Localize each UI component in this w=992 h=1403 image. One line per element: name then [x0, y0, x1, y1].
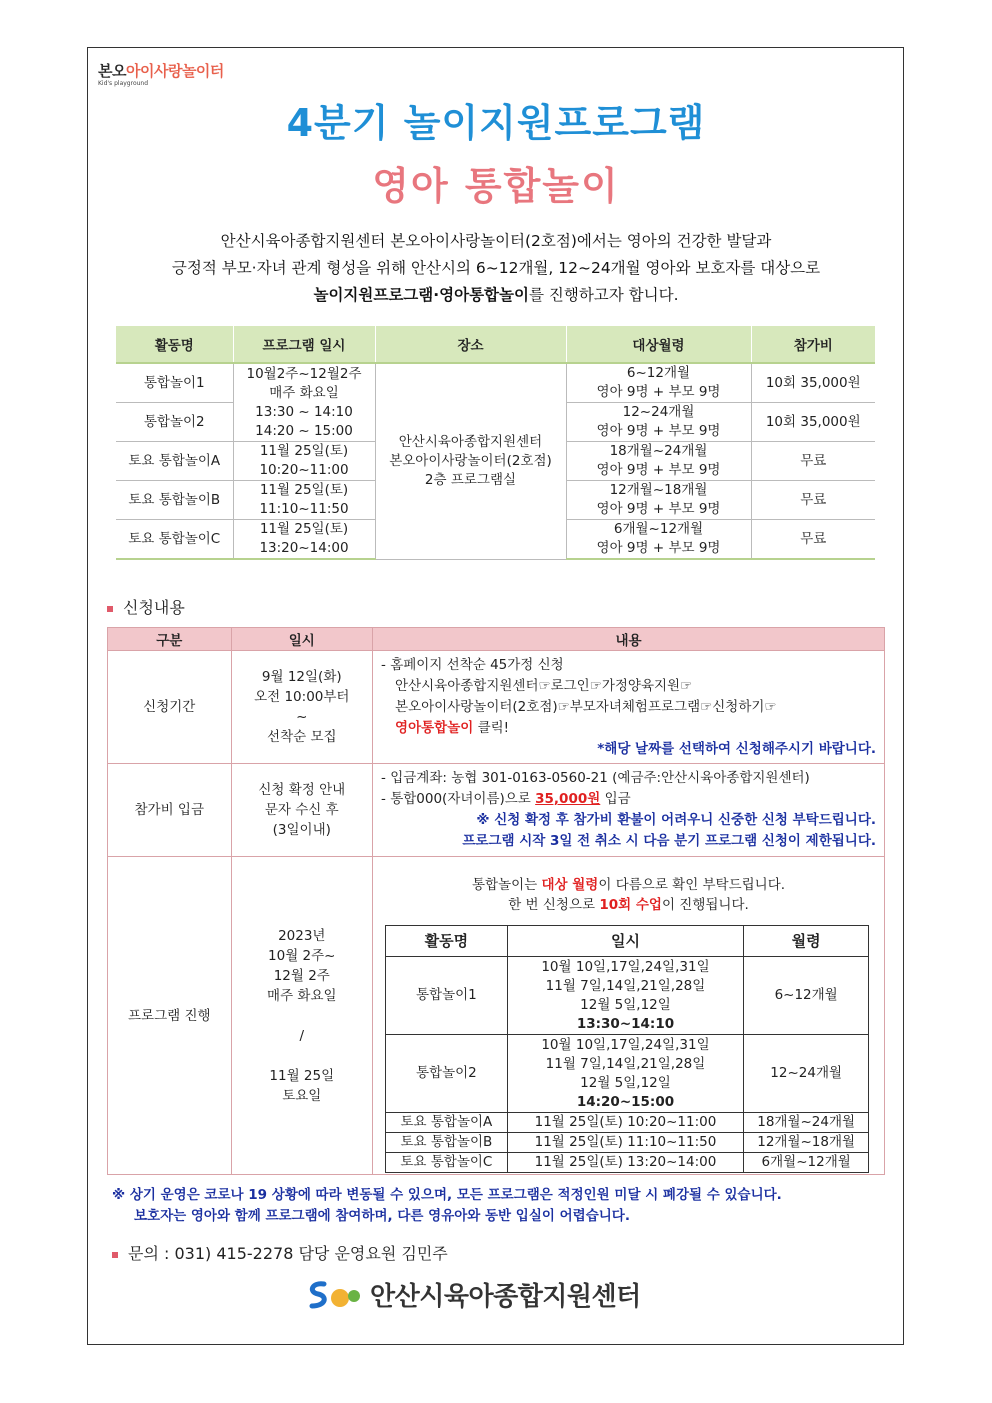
- age-capacity: 영아 9명 + 부모 9명: [596, 540, 721, 556]
- click-text: 클릭!: [473, 719, 510, 736]
- schedule-date: 11월 25일(토): [259, 482, 349, 498]
- center-logo-icon: [304, 1278, 362, 1312]
- msg-text: 한 번 신청으로: [508, 897, 600, 913]
- schedule-time: 13:20~14:00: [259, 540, 349, 556]
- session-time: 13:30~14:10: [576, 1015, 675, 1032]
- bullet-icon: [112, 1252, 118, 1258]
- session-age: 12~24개월: [744, 1035, 869, 1113]
- target-age: [566, 363, 751, 403]
- center-logo: [304, 1276, 641, 1313]
- fee: 무료: [751, 481, 875, 520]
- table-row: [386, 1113, 869, 1133]
- contact-info: [112, 1241, 448, 1264]
- weekday-schedule: [233, 363, 375, 442]
- period-note: *해당 날짜를 선택하여 신청해주시기 바랍니다.: [597, 740, 876, 757]
- date-line: 매주 화요일: [267, 987, 337, 1004]
- date-line: 문자 수신 후: [264, 802, 339, 818]
- schedule-line: 14:20 ~ 15:00: [255, 422, 353, 439]
- activity-name: 토요 통합놀이A: [116, 442, 233, 481]
- header-activity: 활동명: [116, 326, 233, 363]
- program-highlight: 영아통합놀이: [395, 719, 474, 736]
- category-label: 신청기간: [108, 651, 232, 764]
- fee: 10회 35,000원: [751, 363, 875, 403]
- date-line: (3일이내): [272, 822, 331, 838]
- session-age: 12개월~18개월: [744, 1133, 869, 1153]
- schedule-date: 11월 25일(토): [259, 443, 349, 459]
- session-activity: 토요 통합놀이C: [386, 1153, 508, 1173]
- bullet-icon: [107, 606, 113, 612]
- center-name: 안산시육아종합지원센터: [370, 1282, 641, 1312]
- session-dates: 11월 25일(토) 10:20~11:00: [507, 1113, 744, 1133]
- session-table: [385, 925, 869, 1173]
- age-range: 12개월~18개월: [609, 482, 708, 498]
- session-header-date: 일시: [507, 926, 744, 957]
- progress-content: [373, 857, 885, 1175]
- session-activity: 통합놀이1: [386, 957, 508, 1035]
- target-age: [566, 520, 751, 560]
- refund-note: ※ 신청 확정 후 참가비 환불이 어려우니 신중한 신청 부탁드립니다.: [476, 812, 876, 828]
- content-line: [381, 718, 884, 739]
- cancel-note: 프로그램 시작 3일 전 취소 시 다음 분기 프로그램 신청이 제한됩니다.: [462, 833, 876, 849]
- date-line: 12월 2주: [273, 967, 330, 984]
- intro-line-2: 긍정적 부모·자녀 관계 형성을 위해 안산시의 6~12개월, 12~24개월 영아와 보호자를 대상으로: [171, 259, 821, 277]
- program-place: [375, 363, 566, 559]
- header-content: 내용: [373, 628, 885, 651]
- place-line: 2층 프로그램실: [424, 471, 517, 488]
- intro-program-name: 놀이지원프로그램·영아통합놀이: [313, 286, 529, 304]
- session-age: 6개월~12개월: [744, 1153, 869, 1173]
- msg-highlight: 10회 수업: [599, 897, 662, 913]
- intro-line-3: [100, 282, 892, 309]
- section-title-text: 신청내용: [123, 598, 185, 617]
- application-table-header: [108, 628, 885, 651]
- deposit-amount: 35,000원: [535, 791, 601, 807]
- msg-highlight: 대상 월령: [541, 877, 599, 893]
- session-date-line: 11월 7일,14일,21일,28일: [545, 1055, 706, 1072]
- deposit-info: [381, 789, 884, 810]
- age-range: 6~12개월: [626, 365, 691, 381]
- date-line: /: [299, 1027, 305, 1044]
- session-header-age: 월령: [744, 926, 869, 957]
- intro-text: [100, 228, 892, 309]
- msg-text: 통합놀이는: [471, 877, 542, 893]
- intro-line-3-rest: 를 진행하고자 합니다.: [528, 286, 679, 304]
- category-label: 참가비 입금: [108, 764, 232, 857]
- schedule-time: 10:20~11:00: [259, 462, 349, 478]
- page-title: 4분기 놀이지원프로그램: [286, 101, 706, 145]
- table-row: [386, 1133, 869, 1153]
- payment-date: [231, 764, 373, 857]
- logo-brand-1: 본오: [98, 62, 126, 80]
- target-age: [566, 403, 751, 442]
- application-table: [107, 627, 885, 1175]
- date-spacer: [232, 1046, 373, 1066]
- schedule-line: 매주 화요일: [269, 384, 339, 401]
- contact-text: 문의 : 031) 415-2278 담당 운영요원 김민주: [128, 1244, 448, 1263]
- session-date-line: 12월 5일,12일: [580, 996, 671, 1013]
- program-table-header: [116, 326, 875, 363]
- session-activity: 토요 통합놀이B: [386, 1133, 508, 1153]
- date-line: 9월 12일(화): [261, 669, 342, 685]
- age-capacity: 영아 9명 + 부모 9명: [596, 501, 721, 517]
- session-date-line: 10월 10일,17일,24일,31일: [541, 1036, 710, 1053]
- saturday-schedule: [233, 481, 375, 520]
- age-capacity: 영아 9명 + 부모 9명: [596, 462, 721, 478]
- fee: 무료: [751, 442, 875, 481]
- program-table: [116, 326, 875, 560]
- age-range: 12~24개월: [622, 404, 695, 420]
- place-line: 안산시육아종합지원센터: [398, 433, 543, 450]
- table-row: [386, 957, 869, 1035]
- table-row: [386, 1035, 869, 1113]
- session-activity: 통합놀이2: [386, 1035, 508, 1113]
- schedule-line: 13:30 ~ 14:10: [255, 403, 353, 420]
- header-fee: 참가비: [751, 326, 875, 363]
- session-date-line: 12월 5일,12일: [580, 1074, 671, 1091]
- category-label: 프로그램 진행: [108, 857, 232, 1175]
- intro-line-1: 안산시육아종합지원센터 본오아이사랑놀이터(2호점)에서는 영아의 건강한 발달과: [220, 232, 772, 250]
- schedule-line: 10월2주~12월2주: [246, 365, 362, 382]
- content-line: 본오아이사랑놀이터(2호점)☞부모자녀체험프로그램☞신청하기☞: [395, 698, 777, 715]
- date-line: 선착순 모집: [267, 729, 337, 745]
- age-capacity: 영아 9명 + 부모 9명: [596, 423, 721, 439]
- session-date-line: 11월 7일,14일,21일,28일: [545, 977, 706, 994]
- activity-name: 토요 통합놀이B: [116, 481, 233, 520]
- footnote: [112, 1185, 782, 1227]
- session-header: [386, 926, 869, 957]
- header-age: 대상월령: [566, 326, 751, 363]
- payment-content: [373, 764, 885, 857]
- saturday-schedule: [233, 520, 375, 560]
- deposit-suffix: 입금: [600, 791, 631, 807]
- fee: 무료: [751, 520, 875, 560]
- date-line: 토요일: [282, 1087, 322, 1104]
- session-dates: [507, 957, 744, 1035]
- progress-message-2: [373, 895, 884, 915]
- activity-name: 통합놀이2: [116, 403, 233, 442]
- age-range: 6개월~12개월: [613, 521, 704, 537]
- schedule-time: 11:10~11:50: [259, 501, 349, 517]
- logo-subtitle: Kid's playground: [98, 80, 149, 87]
- target-age: [566, 442, 751, 481]
- msg-text: 이 다름으로 확인 부탁드립니다.: [598, 877, 786, 893]
- table-row: [108, 857, 885, 1175]
- session-age: 18개월~24개월: [744, 1113, 869, 1133]
- date-spacer: [232, 1006, 373, 1026]
- footnote-line-2: 보호자는 영아와 함께 프로그램에 참여하며, 다른 영유아와 동반 입실이 어렵습니다.: [134, 1208, 630, 1224]
- header-place: 장소: [375, 326, 566, 363]
- session-date-line: 10월 10일,17일,24일,31일: [541, 958, 710, 975]
- age-capacity: 영아 9명 + 부모 9명: [596, 384, 721, 400]
- activity-name: 토요 통합놀이C: [116, 520, 233, 560]
- place-line: 본오아이사랑놀이터(2호점): [389, 452, 552, 469]
- playground-logo: [98, 60, 224, 87]
- content-line: - 홈페이지 선착순 45가정 신청: [381, 656, 564, 673]
- date-line: 2023년: [278, 927, 326, 944]
- header-date: 일시: [231, 628, 373, 651]
- date-line: ~: [296, 709, 308, 725]
- header-category: 구분: [108, 628, 232, 651]
- fee: 10회 35,000원: [751, 403, 875, 442]
- period-date: [231, 651, 373, 764]
- deposit-prefix: - 통합000(자녀이름)으로: [381, 791, 536, 807]
- logo-brand-2: 아이사랑놀이터: [125, 62, 224, 80]
- date-line: 오전 10:00부터: [254, 689, 350, 705]
- age-range: 18개월~24개월: [609, 443, 708, 459]
- session-dates: 11월 25일(토) 13:20~14:00: [507, 1153, 744, 1173]
- session-age: 6~12개월: [744, 957, 869, 1035]
- table-row: [116, 363, 875, 403]
- footnote-line-1: ※ 상기 운영은 코로나 19 상황에 따라 변동될 수 있으며, 모든 프로그램은 적정인원 미달 시 폐강될 수 있습니다.: [112, 1187, 782, 1203]
- saturday-schedule: [233, 442, 375, 481]
- date-line: 11월 25일: [269, 1067, 335, 1084]
- section-title: [107, 595, 185, 618]
- date-line: 10월 2주~: [268, 947, 336, 964]
- content-line: 안산시육아종합지원센터☞로그인☞가정양육지원☞: [395, 677, 693, 694]
- date-line: 신청 확정 안내: [258, 782, 346, 798]
- table-row: [108, 651, 885, 764]
- session-dates: [507, 1035, 744, 1113]
- table-row: [386, 1153, 869, 1173]
- page-subtitle: 영아 통합놀이: [372, 164, 620, 208]
- progress-message-1: [373, 875, 884, 895]
- session-dates: 11월 25일(토) 11:10~11:50: [507, 1133, 744, 1153]
- session-header-activity: 활동명: [386, 926, 508, 957]
- target-age: [566, 481, 751, 520]
- account-info: - 입금계좌: 농협 301-0163-0560-21 (예금주:안산시육아종합지원센터): [381, 770, 810, 786]
- activity-name: 통합놀이1: [116, 363, 233, 403]
- session-time: 14:20~15:00: [576, 1093, 675, 1110]
- progress-date: [231, 857, 373, 1175]
- header-schedule: 프로그램 일시: [233, 326, 375, 363]
- session-activity: 토요 통합놀이A: [386, 1113, 508, 1133]
- schedule-date: 11월 25일(토): [259, 521, 349, 537]
- period-content: [373, 651, 885, 764]
- table-row: [108, 764, 885, 857]
- msg-text: 이 진행됩니다.: [661, 897, 749, 913]
